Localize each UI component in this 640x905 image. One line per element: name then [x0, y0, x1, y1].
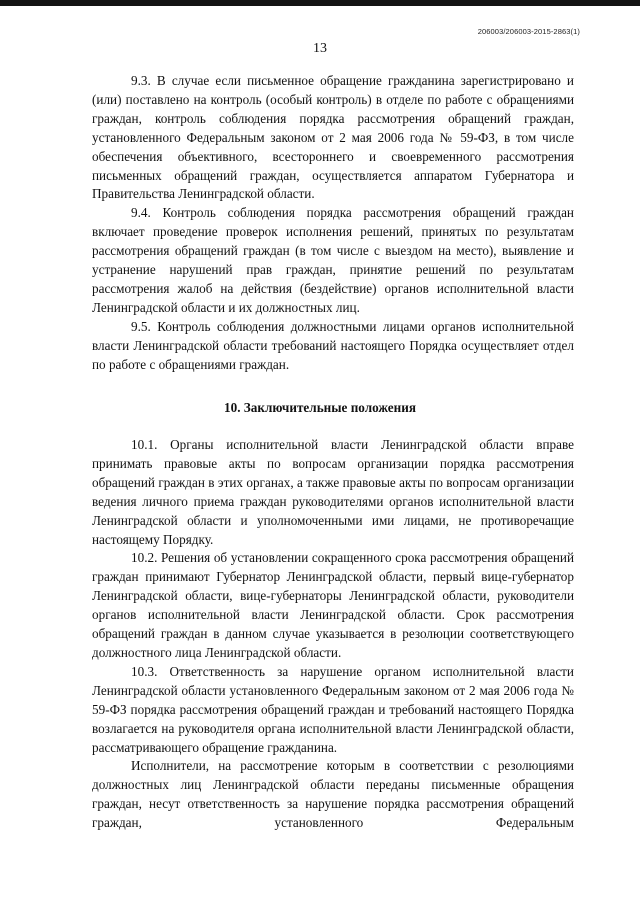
paragraph-10-1: 10.1. Органы исполнительной власти Ленинградской области вправе принимать правовые акты по вопросам организации порядка рассмотрения обращений граждан в этих органах, а также правовые акты по вопросам организации ведения личного приема граждан руководителями органов исполнительной власти Ленинградской области и уполномоченными ими лицами, не противоречащие настоящему Порядку. — [92, 437, 574, 547]
paragraph-executors: Исполнители, на рассмотрение которым в соответствии с резолюциями должностных лиц Ленинградской области переданы письменные обращения граждан, несут ответственность за нарушение порядка рассмотрения обращений граждан, установленного Федеральным — [92, 758, 574, 831]
section-title: 10. Заключительные положения — [224, 400, 416, 415]
section-9-text — [92, 72, 574, 375]
paragraph-10-3: 10.3. Ответственность за нарушение органом исполнительной власти Ленинградской области установленного Федеральным законом от 2 мая 2006 года № 59-ФЗ порядка рассмотрения обращений граждан и требований настоящего Порядка возлагается на руководителя органа исполнительной власти Ленинградской области, рассматривающего обращение гражданина. — [92, 663, 574, 755]
paragraph-10-2: 10.2. Решения об установлении сокращенного срока рассмотрения обращений граждан принимают Губернатор Ленинградской области, первый вице-губернатор Ленинградской области, вице-губернаторы Ленинградской области, руководители органов исполнительной власти Ленинградской области. Срок рассмотрения обращений граждан в данном случае указывается в резолюции соответствующего должностного лица Ленинградской области. — [92, 550, 574, 660]
paragraph-9-5: 9.5. Контроль соблюдения должностными лицами органов исполнительной власти Ленинградской области требований настоящего Порядка осуществляет отдел по работе с обращениями граждан. — [92, 318, 574, 372]
page-number: 13 — [313, 41, 327, 56]
section-10-text — [92, 436, 574, 833]
scan-top-edge — [0, 0, 640, 6]
document-registration-number: 206003/206003-2015-2863(1) — [477, 27, 580, 36]
paragraph-9-3: 9.3. В случае если письменное обращение гражданина зарегистрировано и (или) поставлено на контроль (особый контроль) в отделе по работе с обращениями граждан, контроль соблюдения порядка рассмотрения обращений граждан, установленного Федеральным законом от 2 мая 2006 года № 59-ФЗ, в том числе обеспечения объективного, всестороннего и своевременного рассмотрения письменных обращений граждан, осуществляется аппаратом Губернатора и Правительства Ленинградской области. — [92, 73, 574, 202]
paragraph-9-4: 9.4. Контроль соблюдения порядка рассмотрения обращений граждан включает проведение проверок исполнения решений, принятых по результатам рассмотрения обращений граждан (в том числе с выездом на место), выявление и устранение нарушений прав граждан, принятие решений по результатам рассмотрения жалоб на действия (бездействие) органов исполнительной власти Ленинградской области и их должностных лиц. — [92, 205, 574, 315]
